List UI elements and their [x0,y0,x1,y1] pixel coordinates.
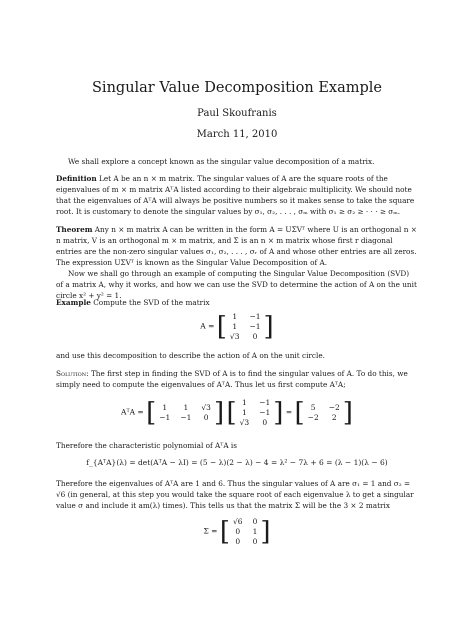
matrix-cell: −2 [307,413,319,422]
equals-sign: = [285,407,293,417]
matrix-cell: −1 [180,413,192,422]
page-title: Singular Value Decomposition Example [92,80,382,96]
date: March 11, 2010 [196,129,278,140]
matrix-cell: 0 [203,413,209,422]
matrix-cell: −1 [159,413,171,422]
matrix-at-grid [159,403,211,422]
matrix-cell: 1 [183,403,189,412]
sigma-lhs: Σ = [203,526,218,536]
left-bracket: [ [226,397,237,428]
matrix-cell: 0 [252,332,258,341]
matrix-cell: 1 [232,322,238,331]
matrix-cell: −2 [328,403,340,412]
matrix-cell: 0 [262,418,268,427]
left-bracket: [ [146,397,157,428]
definition-paragraph [56,173,418,217]
matrix-cell: √3 [201,403,211,412]
transition-paragraph: Now we shall go through an example of computing the Singular Value Decomposition (SVD) of a matrix A, why it works, and how we can use the SVD to determine the action of A on the unit circle x² + y² = 1. [56,269,417,300]
right-bracket: ] [263,311,274,342]
eigen-paragraph: Therefore the eigenvalues of AᵀA are 1 and 6. Thus the singular values of A are σ₁ = 1 and σ₂ = √6 (in general, at this step you would take the square root of each eigenvalue λ to get a singular value σ and include it am(λ) times). This tells us that the matrix Σ will be the 3 × 2 matrix [56,479,414,510]
solution-text: The first step in finding the SVD of A is to find the singular values of A. To do this, we simply need to compute the eigenvalues of AᵀA. Thus let us first compute AᵀA; [56,369,408,389]
matrix-sigma-grid [233,517,257,546]
matrix-a [217,312,274,341]
matrix-cell: 1 [242,398,247,407]
example-paragraph [56,297,418,308]
matrix-cell: −1 [249,322,261,331]
use-paragraph: and use this decomposition to describe the action of A on the unit circle. [56,351,325,360]
example-text: Compute the SVD of the matrix [93,298,210,307]
right-bracket: ] [273,397,284,428]
matrix-sigma [220,517,271,546]
solution-paragraph [56,368,418,390]
right-bracket: ] [342,397,353,428]
right-bracket: ] [260,516,271,547]
solution-heading: Solution: [56,369,89,378]
matrix-ata-result-grid [308,403,340,422]
matrix-a-factor-grid [240,398,271,427]
matrix-cell: −1 [259,408,271,417]
theorem-heading: Theorem [56,225,93,234]
sigma-equation [0,517,474,546]
matrix-a-lhs: A = [200,321,215,331]
intro-paragraph: We shall explore a concept known as the singular value decomposition of a matrix. [68,157,375,166]
author: Paul Skoufranis [197,108,277,119]
matrix-cell: 1 [252,527,258,536]
theorem-text: Any n × m matrix A can be written in the form A = UΣVᵀ where U is an orthogonal n × n matrix, V is an orthogonal m × m matrix, and Σ is an n × m matrix whose first r diagonal entries are the non-zero singular values σ₁, σ₂, . . . , σᵣ of A and whose other entries are all zeros. The expression UΣVᵀ is known as the Singular Value Decomposition of A. [56,225,417,267]
matrix-a-factor [226,398,283,427]
matrix-cell: 0 [252,537,258,546]
matrix-cell: √6 [233,517,243,526]
right-bracket: ] [213,397,225,428]
left-bracket: [ [219,516,231,547]
matrix-a-grid [230,312,261,341]
theorem-paragraph [56,224,418,268]
matrix-cell: 2 [331,413,337,422]
matrix-cell: 5 [310,403,316,412]
ata-equation [0,398,474,427]
matrix-cell: 0 [235,537,241,546]
matrix-cell: −1 [249,312,261,321]
matrix-cell: 0 [252,517,258,526]
matrix-a-equation [0,312,474,341]
left-bracket: [ [216,311,227,342]
charpoly-equation: f_{AᵀA}(λ) = det(AᵀA − λI) = (5 − λ)(2 − λ) − 4 = λ² − 7λ + 6 = (λ − 1)(λ − 6) [86,458,388,467]
matrix-cell: 0 [235,527,241,536]
matrix-cell: √3 [229,332,240,341]
matrix-cell: √3 [239,418,250,427]
definition-text: Let A be an n × m matrix. The singular values of A are the square roots of the eigenvalues of m × m matrix AᵀA listed according to their algebraic multiplicity. We should note that the eigenvalues of AᵀA will always be positive numbers so it makes sense to take the square root. It is customary to denote the singular values by σ₁, σ₂, . . . , σₘ with σ₁ ≥ σ₂ ≥ · · · ≥ σₘ. [56,174,415,216]
ata-lhs: AᵀA = [121,407,144,417]
matrix-cell: 1 [242,408,247,417]
matrix-cell: 1 [232,312,238,321]
matrix-cell: 1 [162,403,168,412]
matrix-at [146,397,225,428]
left-bracket: [ [294,397,305,428]
example-heading: Example [56,298,91,307]
definition-heading: Definition [56,174,97,183]
matrix-cell: −1 [259,398,271,407]
matrix-ata-result [294,397,353,428]
charpoly-paragraph: Therefore the characteristic polynomial of AᵀA is [56,441,238,450]
